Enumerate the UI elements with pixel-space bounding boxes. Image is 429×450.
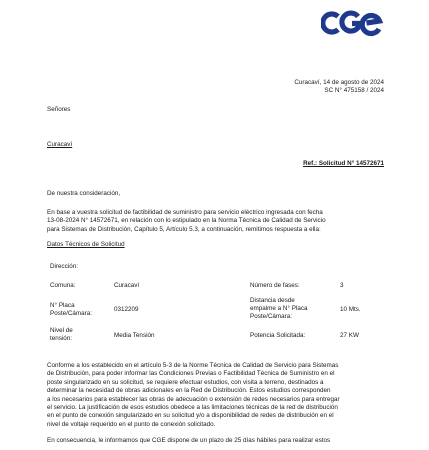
direccion-label: Dirección: — [50, 263, 78, 270]
letter-reference-code: SC N° 475158 / 2024 — [324, 87, 384, 94]
nivel-value: Media Tensión — [114, 332, 155, 339]
nivel-label-line1: Nivel de — [50, 327, 73, 334]
fases-value: 3 — [340, 282, 344, 289]
cge-logo — [321, 8, 383, 38]
placa-label-line2: Poste/Cámara: — [50, 310, 92, 317]
intro-line: En base a vuestra solicitud de factibilidad de suministro para servicio eléctrico ingresada con fecha — [47, 209, 323, 216]
distancia-label-line1: Distancia desde — [250, 297, 295, 304]
distancia-label-line2: empalme a N° Placa — [250, 305, 308, 312]
intro-line: 13-08-2024 N° 14572671, en relación con lo estipulado en la Norma Técnica de Calidad de Servicio — [47, 217, 326, 225]
nivel-label-line2: tensión: — [50, 335, 73, 342]
body-paragraph — [47, 362, 387, 429]
comuna-value: Curacaví — [114, 282, 140, 289]
recipient: Curacaví — [47, 141, 73, 148]
body-line: poste singularizado en su solicitud, se requiere efectuar estudios, con visita a terreno, destinados a — [47, 378, 324, 386]
potencia-label: Potencia Solicitada: — [250, 332, 306, 339]
salutation: Señores — [47, 106, 71, 113]
distancia-label-line3: Poste/Cámara: — [250, 313, 292, 320]
intro-line: para Sistemas de Distribución, Capítulo 5, Artículo 5.3, a continuación, remitimos respuesta a ella: — [47, 225, 321, 233]
body-line: el servicio. La justificación de esos estudios obedece a las limitaciones técnicas de la red de distribución — [47, 404, 338, 412]
distancia-value: 10 Mts. — [340, 306, 361, 313]
closing-paragraph — [47, 437, 387, 445]
body-line: Conforme a los establecido en el artículo 5-3 de la Norme Técnica de Calidad de Servicio para Sistemas — [47, 362, 339, 369]
request-reference: Ref.: Solicitud N° 14572671 — [303, 160, 384, 167]
intro-paragraph — [47, 209, 387, 234]
body-line: determinar la necesidad de obras adicionales en la Red de Distribución. Estos estudios corresponden — [47, 387, 331, 395]
potencia-value: 27 KW — [340, 332, 359, 339]
letter-date: Curacaví, 14 de agosto de 2024 — [294, 79, 384, 86]
section-title: Datos Técnicos de Solicitud — [47, 241, 125, 248]
closing-line: En consecuencia, le informamos que CGE dispone de un plazo de 25 días hábiles para realizar estos — [47, 437, 331, 444]
greeting: De nuestra consideración, — [47, 190, 121, 197]
placa-label-line1: N° Placa — [50, 302, 75, 309]
body-line: de Distribución, para poder informar las Condiciones Previas o Factibilidad Técnica de Suministro en el — [47, 370, 335, 378]
placa-value: 0312209 — [114, 306, 139, 313]
comuna-label: Comuna: — [50, 282, 76, 289]
body-line: en el punto de conexión singularizado en su solicitud y/o a disponibilidad de redes de distribución en el — [47, 412, 334, 420]
fases-label: Número de fases: — [250, 282, 300, 289]
body-line: a los necesarios para establecer las obras de adecuación o extensión de redes necesarios para entregar — [47, 395, 340, 403]
body-line: nivel de voltaje requerido en el punto de conexión solicitado. — [47, 420, 216, 428]
